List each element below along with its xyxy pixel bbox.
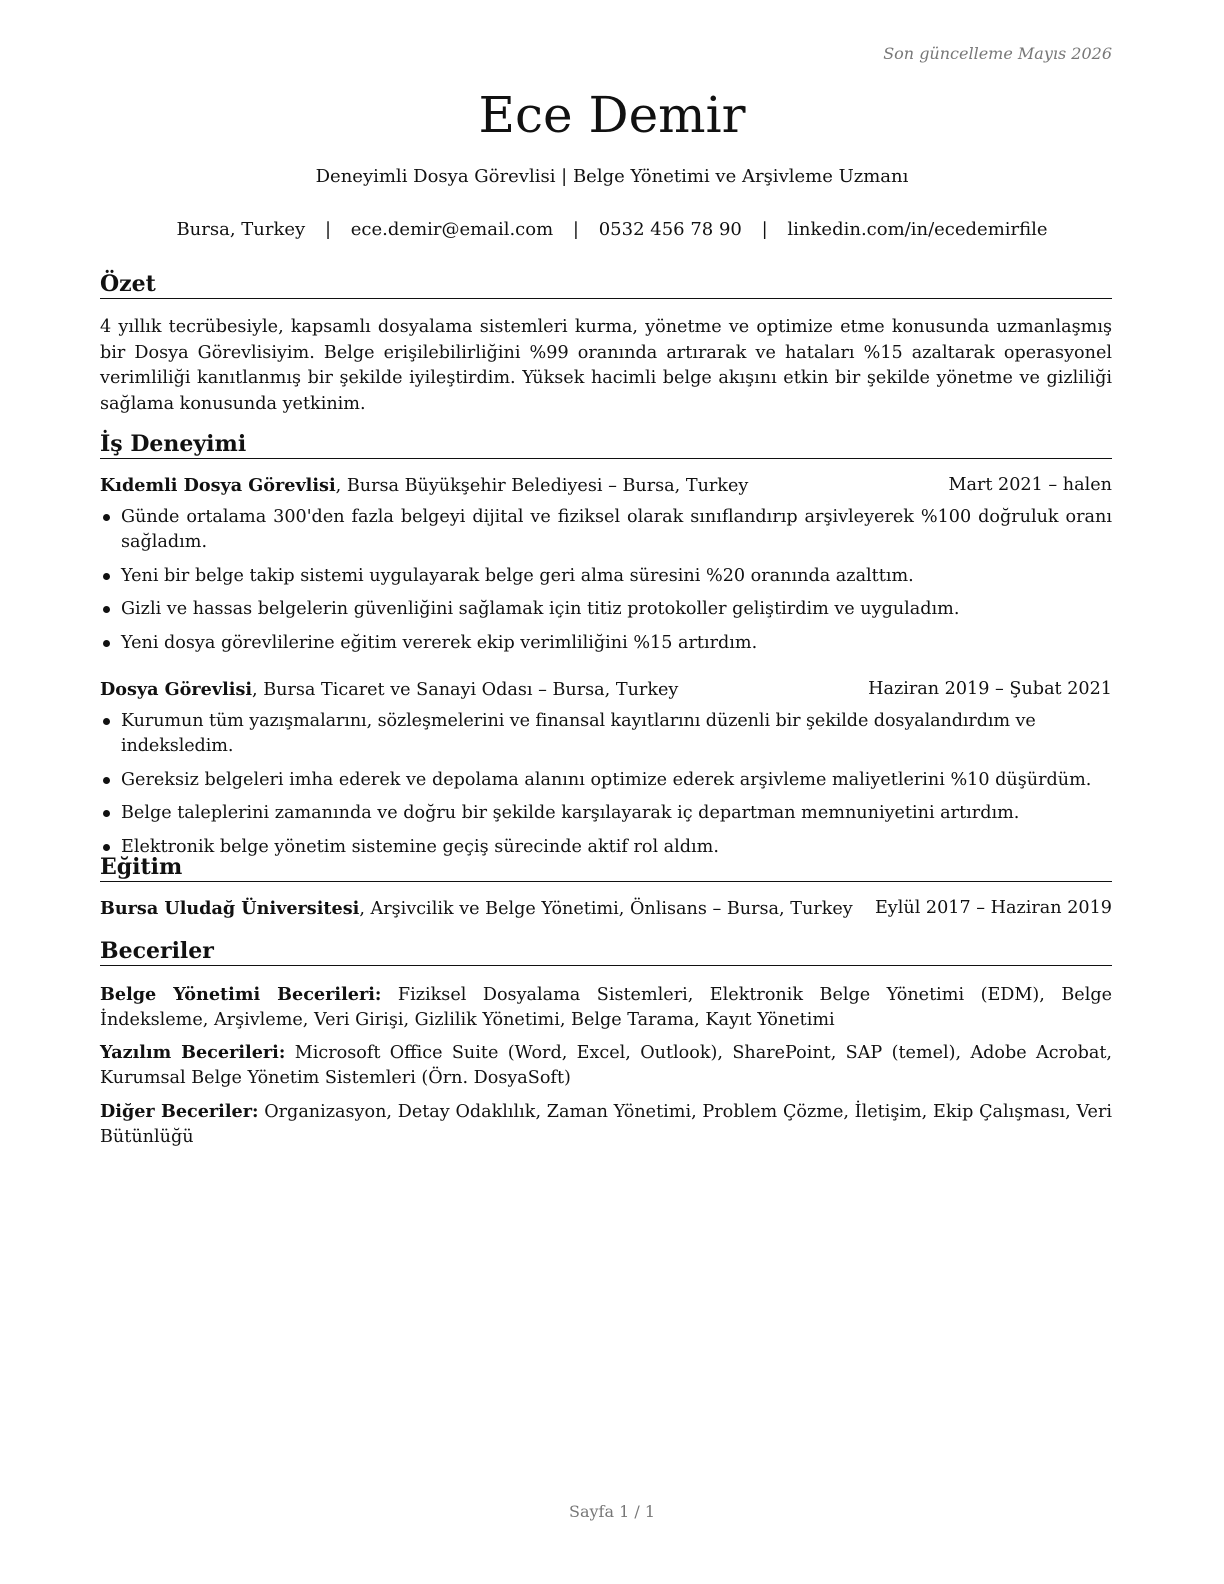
skill-group (100, 1099, 1112, 1150)
list-item: Kurumun tüm yazışmalarını, sözleşmelerini ve finansal kayıtlarını düzenli bir şekilde dosyalandırdım ve indeksledim. (100, 709, 1120, 759)
education-school: Bursa Uludağ Üniversitesi (100, 898, 360, 919)
skill-group (100, 1040, 1112, 1091)
job-header (100, 475, 1112, 496)
skill-text: Organizasyon, Detay Odaklılık, Zaman Yönetimi, Problem Çözme, İletişim, Ekip Çalışması, Veri Bütünlüğü (100, 1102, 1112, 1147)
list-item: Günde ortalama 300'den fazla belgeyi dijital ve fiziksel olarak sınıflandırıp arşivleyerek %100 doğruluk oranı sağladım. (100, 505, 1112, 555)
job-dates: Mart 2021 – halen (948, 475, 1112, 495)
education-detail: , Arşivcilik ve Belge Yönetimi, Önlisans – Bursa, Turkey (359, 899, 853, 919)
education-entry (100, 898, 1112, 919)
summary-text: 4 yıllık tecrübesiyle, kapsamlı dosyalama sistemleri kurma, yönetme ve optimize etme konusunda uzmanlaşmış bir Dosya Görevlisiyim. Belge erişilebilirliğini %99 oranında artırarak ve hataları %15 azaltarak operasyonel verimliliği kanıtlanmış bir şekilde iyileştirdim. Yüksek hacimli belge akışını etkin bir şekilde yönetme ve gizliliği sağlama konusunda yetkinim. (100, 317, 1112, 414)
contact-phone[interactable]: 0532 456 78 90 (598, 219, 742, 240)
list-item: Gizli ve hassas belgelerin güvenliğini sağlamak için titiz protokoller geliştirdim ve uyguladım. (100, 597, 1112, 622)
skill-text: Fiziksel Dosyalama Sistemleri, Elektronik Belge Yönetimi (EDM), Belge İndeksleme, Arşivleme, Veri Girişi, Gizlilik Yönetimi, Belge Tarama, Kayıt Yönetimi (100, 985, 1112, 1030)
job-org: , Bursa Ticaret ve Sanayi Odası – Bursa, Turkey (252, 680, 679, 700)
contact-email[interactable]: ece.demir@email.com (350, 219, 554, 240)
job-header (100, 679, 1112, 700)
job-title-line (100, 679, 678, 700)
contact-separator: | (761, 219, 768, 240)
job-role: Dosya Görevlisi (100, 679, 253, 700)
section-title-education: Eğitim (100, 854, 1112, 882)
section-title-experience: İş Deneyimi (100, 431, 1112, 459)
section-title-skills: Beceriler (100, 938, 1112, 966)
job-org: , Bursa Büyükşehir Belediyesi – Bursa, Turkey (335, 476, 749, 496)
education-line (100, 898, 853, 919)
contact-separator: | (572, 219, 579, 240)
list-item: Yeni bir belge takip sistemi uygulayarak belge geri alma süresini %20 oranında azalttım. (100, 564, 1112, 589)
job-dates: Haziran 2019 – Şubat 2021 (868, 679, 1112, 699)
tagline: Deneyimli Dosya Görevlisi | Belge Yönetimi ve Arşivleme Uzmanı (315, 166, 909, 187)
list-item: Yeni dosya görevlilerine eğitim vererek ekip verimliliğini %15 artırdım. (100, 631, 1112, 656)
section-title-summary: Özet (100, 271, 1112, 299)
contact-location: Bursa, Turkey (176, 219, 306, 240)
page-number: Sayfa 1 / 1 (568, 1502, 655, 1521)
contact-line (0, 219, 1224, 240)
skill-label: Belge Yönetimi Becerileri: (100, 984, 382, 1005)
last-updated: Son güncelleme Mayıs 2026 (883, 44, 1112, 63)
contact-linkedin[interactable]: linkedin.com/in/ecedemirfile (787, 219, 1048, 240)
job-bullets (100, 505, 1112, 664)
job-title-line (100, 475, 748, 496)
job-bullets (100, 709, 1120, 868)
list-item: Gereksiz belgeleri imha ederek ve depolama alanını optimize ederek arşivleme maliyetlerini %10 düşürdüm. (100, 768, 1120, 793)
skill-text: Microsoft Office Suite (Word, Excel, Outlook), SharePoint, SAP (temel), Adobe Acrobat, Kurumsal Belge Yönetim Sistemleri (Örn. DosyaSoft) (100, 1043, 1113, 1088)
contact-separator: | (324, 219, 332, 240)
skill-group (100, 982, 1112, 1033)
list-item: Elektronik belge yönetim sistemine geçiş sürecinde aktif rol aldım. (100, 835, 1120, 860)
list-item: Belge taleplerini zamanında ve doğru bir şekilde karşılayarak iç departman memnuniyetini artırdım. (100, 801, 1120, 826)
job-role: Kıdemli Dosya Görevlisi (100, 475, 336, 496)
skill-label: Yazılım Becerileri: (100, 1042, 286, 1063)
candidate-name: Ece Demir (478, 86, 746, 144)
skill-label: Diğer Beceriler: (100, 1101, 259, 1122)
education-dates: Eylül 2017 – Haziran 2019 (874, 898, 1112, 918)
